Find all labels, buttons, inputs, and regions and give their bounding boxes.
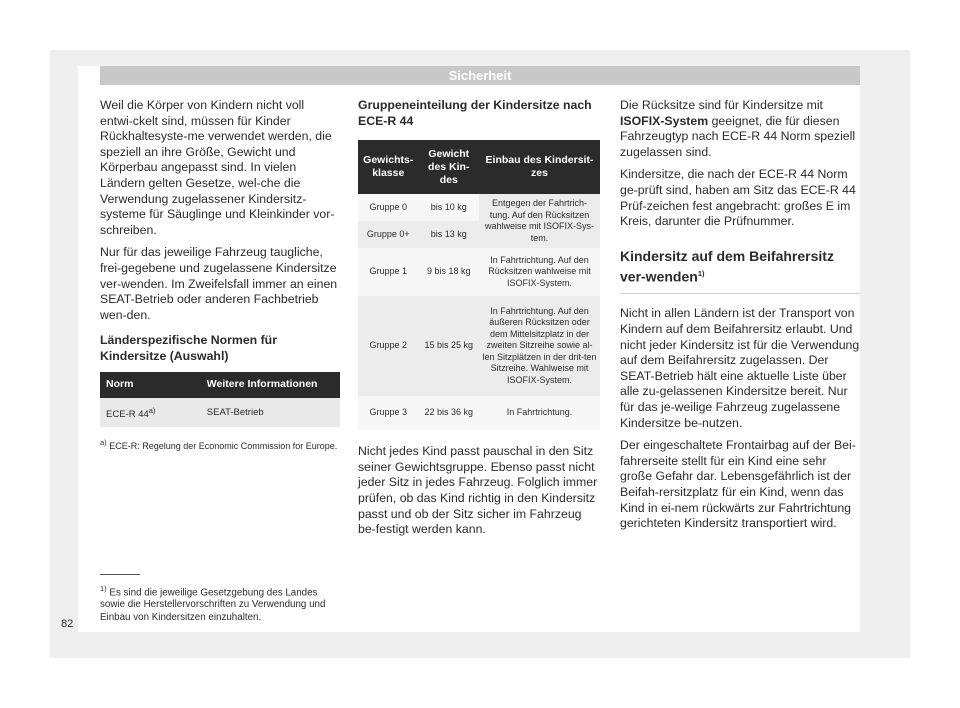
- table-cell: Gruppe 0: [358, 194, 419, 221]
- table-row: [358, 248, 600, 296]
- column-1: [100, 98, 340, 452]
- table-row: [358, 296, 600, 396]
- table-cell: Gruppe 1: [358, 248, 419, 296]
- table-cell: bis 10 kg: [419, 194, 480, 221]
- column-2: [358, 98, 600, 545]
- table-cell: 9 bis 18 kg: [419, 248, 480, 296]
- page-number: 82: [61, 618, 74, 630]
- section-title: Kindersitz auf dem Beifahrersitz ver-wenden$^{1)}$: [620, 248, 860, 295]
- paragraph: Kindersitze, die nach der ECE-R 44 Norm ge-prüft sind, haben am Sitz das ECE-R 44 Prüf-zeichen fest angebracht: großes E im Kreis, darunter die Prüfnummer.: [620, 167, 856, 229]
- table-footnote: $^{a)}$ ECE-R: Regelung der Economic Commission for Europe.: [100, 438, 338, 452]
- table-row: [100, 398, 340, 428]
- paragraph: Nicht jedes Kind passt pauschal in den Sitz seiner Gewichtsgruppe. Ebenso passt nicht jeder Sitz in jedes Fahrzeug. Folglich immer prüfen, ob das Kind richtig in den Kindersitz passt und ob der Sitz sicher im Fahrzeug be-festigt werden kann.: [358, 444, 598, 537]
- table-cell: Entgegen der Fahrtrich-tung. Auf den Rücksitzen wahlweise mit ISOFIX-Sys-tem.: [479, 194, 600, 248]
- footnote-divider: [100, 574, 140, 575]
- table-cell: Gruppe 2: [358, 296, 419, 396]
- table-cell: 15 bis 25 kg: [419, 296, 480, 396]
- paragraph: Nur für das jeweilige Fahrzeug taugliche, frei-gegebene und zugelassene Kindersitze ver-wenden. Im Zweifelsfall immer an einen SEAT-Betrieb oder anderen Fachbetrieb wen-den.: [100, 245, 338, 322]
- paragraph: Der eingeschaltete Frontairbag auf der Bei-fahrerseite stellt für ein Kind eine sehr große Gefahr dar. Lebensgefährlich ist der Beifah-rersitzplatz für ein Kind, wenn das Kind in ei-nem rückwärts zur Fahrtrichtung gerichteten Kindersitz transportiert wird.: [620, 438, 856, 531]
- table-header-cell: Norm: [100, 372, 201, 398]
- table-header-cell: Gewicht des Kin-des: [419, 140, 480, 194]
- table-cell: ECE-R 44$^{a)}$: [100, 398, 201, 428]
- table-cell: Gruppe 3: [358, 396, 419, 430]
- table-cell: bis 13 kg: [419, 221, 480, 248]
- table-heading: Gruppeneinteilung der Kindersitze nach ECE-R 44: [358, 98, 592, 128]
- table-cell: In Fahrtrichtung. Auf den Rücksitzen wahlweise mit ISOFIX-System.: [479, 248, 600, 296]
- weight-groups-table: [358, 140, 600, 430]
- table-header-cell: Weitere Informationen: [201, 372, 340, 398]
- table-row: [358, 396, 600, 430]
- table-header-cell: Einbau des Kindersit-zes: [479, 140, 600, 194]
- table-cell: SEAT-Betrieb: [201, 398, 340, 428]
- table-heading: Länderspezifische Normen für Kindersitze (Auswahl): [100, 333, 277, 363]
- norms-table: [100, 372, 340, 428]
- table-cell: In Fahrtrichtung.: [479, 396, 600, 430]
- table-cell: In Fahrtrichtung. Auf den äußeren Rücksitzen oder dem Mittelsitzplatz in der zweiten Sitzreihe sowie al-len Sitzplätzen in der drit-ten Sitzreihe. Wahlweise mit ISOFIX-System.: [479, 296, 600, 396]
- paragraph: Weil die Körper von Kindern nicht voll entwi-ckelt sind, müssen für Kinder Rückhaltesyste-me verwendet werden, die speziell an ihre Größe, Gewicht und Körperbau angepasst sind. In vielen Ländern gelten Gesetze, wel-che die Verwendung zugelassener Kindersitz-systeme für Säuglinge und Kleinkinder vor-schreiben.: [100, 98, 335, 237]
- page-footnote: $^{1)}$ Es sind die jeweilige Gesetzgebung des Landes sowie die Herstellervorschriften zu Verwendung und Einbau von Kindersitzen einzuhalten.: [100, 584, 326, 623]
- paragraph: Nicht in allen Ländern ist der Transport von Kindern auf dem Beifahrersitz erlaubt. Und nicht jeder Kindersitz ist für die Verwendung auf dem Beifahrersitz zugelassen. Der SEAT-Betrieb hält eine aktuelle Liste über alle zu-gelassenen Kindersitze bereit. Nur für das je-weilige Fahrzeug zugelassene Kindersitze be-nutzen.: [620, 306, 860, 430]
- table-row: [358, 194, 600, 221]
- section-header: Sicherheit: [100, 66, 860, 85]
- table-header-cell: Gewichts-klasse: [358, 140, 419, 194]
- paragraph: Die Rücksitze sind für Kindersitze mit ISOFIX-System geeignet, die für diesen Fahrzeugtyp nach ECE-R 44 Norm speziell zugelassen sind.: [620, 98, 856, 159]
- column-3: [620, 98, 860, 539]
- table-cell: 22 bis 36 kg: [419, 396, 480, 430]
- table-cell: Gruppe 0+: [358, 221, 419, 248]
